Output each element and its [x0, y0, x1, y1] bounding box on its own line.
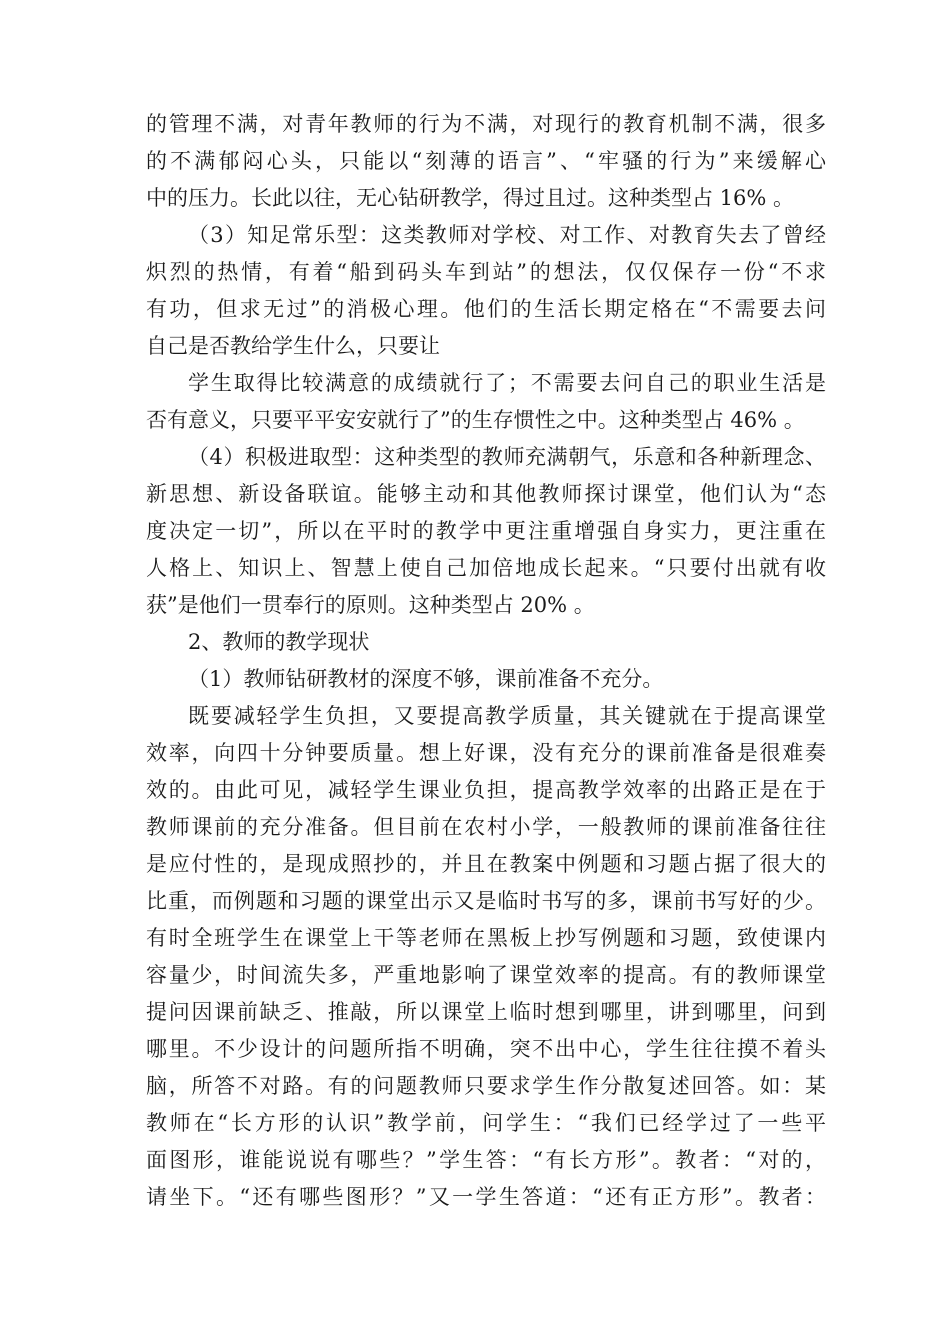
text-line: 既要减轻学生负担，又要提高教学质量，其关键就在于提高课堂: [188, 704, 826, 728]
text-line: 是应付性的，是现成照抄的，并且在教案中例题和习题占据了很大的: [146, 852, 826, 876]
paragraph-heading: （3）知足常乐型：这类教师对学校、对工作、对教育失去了曾经: [188, 223, 826, 247]
text-line: 脑，所答不对路。有的问题教师只要求学生作分散复述回答。如：某: [146, 1074, 826, 1098]
text-line: 比重，而例题和习题的课堂出示又是临时书写的多，课前书写好的少。: [146, 889, 826, 913]
paragraph-heading: （4）积极进取型：这种类型的教师充满朝气，乐意和各种新理念、: [188, 445, 826, 469]
text-line: 的不满郁闷心头，只能以“刻薄的语言”、“牢骚的行为”来缓解心: [146, 149, 826, 173]
text-line: 炽烈的热情，有着“船到码头车到站”的想法，仅仅保存一份“不求: [146, 260, 826, 284]
subsection-heading: （1）教师钻研教材的深度不够，课前准备不充分。: [188, 667, 664, 691]
text-line: 面图形，谁能说说有哪些？”学生答：“有长方形”。教者：“对的，: [146, 1148, 826, 1172]
text-line: 容量少，时间流失多，严重地影响了课堂效率的提高。有的教师课堂: [146, 963, 826, 987]
text-line: 哪里。不少设计的问题所指不明确，突不出中心，学生往往摸不着头: [146, 1037, 826, 1061]
text-line: 效的。由此可见，减轻学生课业负担，提高教学效率的出路正是在于: [146, 778, 826, 802]
text-line: 度决定一切”，所以在平时的教学中更注重增强自身实力，更注重在: [146, 519, 826, 543]
text-line: 学生取得比较满意的成绩就行了；不需要去问自己的职业生活是: [188, 371, 826, 395]
text-line: 有时全班学生在课堂上干等老师在黑板上抄写例题和习题，致使课内: [146, 926, 826, 950]
text-line: 效率，向四十分钟要质量。想上好课，没有充分的课前准备是很难奏: [146, 741, 826, 765]
text-line: 获”是他们一贯奉行的原则。这种类型占 20% 。: [146, 593, 595, 617]
text-line: 请坐下。“还有哪些图形？”又一学生答道：“还有正方形”。教者：: [146, 1185, 826, 1209]
text-line: 教师课前的充分准备。但目前在农村小学，一般教师的课前准备往往: [146, 815, 826, 839]
text-line: 人格上、知识上、智慧上使自己加倍地成长起来。“只要付出就有收: [146, 556, 826, 580]
text-line: 中的压力。长此以往，无心钻研教学，得过且过。这种类型占 16% 。: [146, 186, 795, 210]
text-line: 有功，但求无过”的消极心理。他们的生活长期定格在“不需要去问: [146, 297, 826, 321]
text-line: 新思想、新设备联谊。能够主动和其他教师探讨课堂，他们认为“态: [146, 482, 826, 506]
text-line: 教师在“长方形的认识”教学前，问学生：“我们已经学过了一些平: [146, 1111, 826, 1135]
text-line: 否有意义，只要平平安安就行了”的生存惯性之中。这种类型占 46% 。: [146, 408, 805, 432]
text-line: 的管理不满，对青年教师的行为不满，对现行的教育机制不满，很多: [146, 112, 826, 136]
section-heading: 2、教师的教学现状: [188, 630, 370, 654]
text-line: 提问因课前缺乏、推敲，所以课堂上临时想到哪里，讲到哪里，问到: [146, 1000, 826, 1024]
text-line: 自己是否教给学生什么，只要让: [146, 334, 440, 358]
